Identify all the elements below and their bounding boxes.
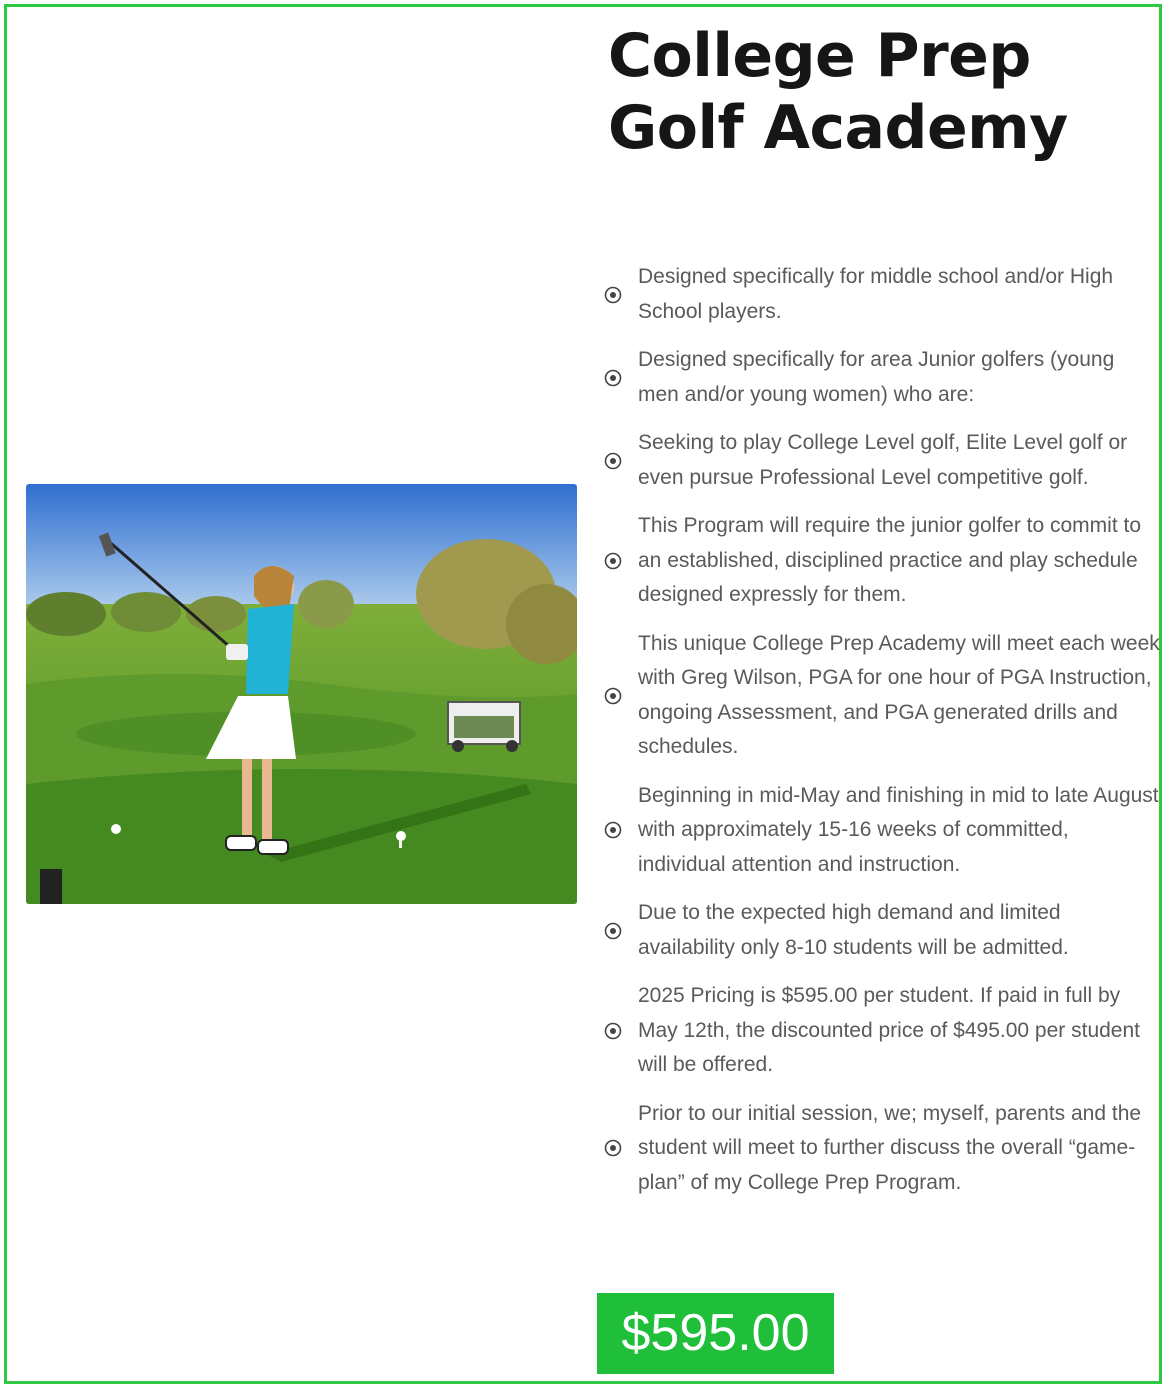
feature-text: Due to the expected high demand and limited availability only 8-10 students will be admitted. — [638, 901, 1069, 959]
radio-circle-icon — [604, 369, 622, 387]
feature-text: Designed specifically for area Junior golfers (young men and/or young women) who are: — [638, 348, 1115, 406]
feature-text: 2025 Pricing is $595.00 per student. If paid in full by May 12th, the discounted price of $495.00 per student will be offered. — [638, 984, 1141, 1076]
list-item — [604, 896, 1160, 965]
list-item — [604, 343, 1160, 412]
feature-text: Designed specifically for middle school and/or High School players. — [638, 265, 1114, 323]
list-item — [604, 509, 1160, 613]
feature-list — [604, 260, 1160, 1214]
list-item — [604, 979, 1160, 1083]
list-item — [604, 627, 1160, 765]
product-image[interactable] — [26, 484, 577, 904]
feature-text: This unique College Prep Academy will meet each week with Greg Wilson, PGA for one hour of PGA Instruction, ongoing Assessment, and PGA generated drills and schedules. — [638, 631, 1160, 758]
radio-circle-icon — [604, 286, 622, 304]
radio-circle-icon — [604, 821, 622, 839]
list-item — [604, 260, 1160, 329]
feature-text: This Program will require the junior golfer to commit to an established, disciplined practice and play schedule designed expressly for them. — [638, 514, 1142, 606]
radio-circle-icon — [604, 1022, 622, 1040]
feature-text: Prior to our initial session, we; myself, parents and the student will meet to further discuss the overall “game-plan” of my College Prep Program. — [638, 1101, 1142, 1194]
radio-circle-icon — [604, 922, 622, 940]
list-item — [604, 779, 1160, 883]
radio-circle-icon — [604, 1139, 622, 1157]
list-item — [604, 1097, 1160, 1201]
feature-text: Beginning in mid-May and finishing in mid to late August with approximately 15-16 weeks of committed, individual attention and instruction. — [638, 783, 1159, 876]
page-title: College Prep Golf Academy — [608, 21, 1068, 163]
radio-circle-icon — [604, 687, 622, 705]
list-item — [604, 426, 1160, 495]
radio-circle-icon — [604, 552, 622, 570]
feature-text: Seeking to play College Level golf, Elite Level golf or even pursue Professional Level competitive golf. — [638, 431, 1128, 489]
price-badge: $595.00 — [597, 1293, 834, 1374]
radio-circle-icon — [604, 452, 622, 470]
golf-photo-icon — [26, 484, 577, 904]
